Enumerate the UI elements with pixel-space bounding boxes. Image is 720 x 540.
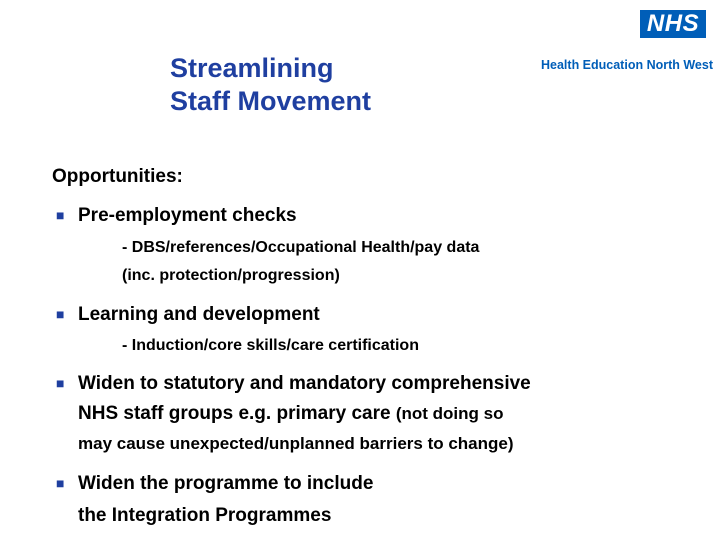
opportunities-heading: Opportunities: <box>52 166 183 187</box>
bullet-item-3-line-2b: (not doing so <box>395 404 504 423</box>
bullet-square-icon: ■ <box>56 475 65 491</box>
nhs-logo: NHS <box>640 10 706 38</box>
sub-item-1a: - DBS/references/Occupational Health/pay data <box>122 239 480 256</box>
bullet-square-icon: ■ <box>56 375 65 391</box>
bullet-item-4-line-1: Widen the programme to include <box>78 473 374 494</box>
bullet-item-2: Learning and development <box>78 304 320 325</box>
bullet-item-3-line-2a: NHS staff groups e.g. primary care <box>78 403 396 424</box>
bullet-item-3-line-1: Widen to statutory and mandatory comprehensive <box>78 373 531 394</box>
title-line-2: Staff Movement <box>170 86 372 116</box>
bullet-item-3-line-2 <box>78 399 503 429</box>
title-line-1: Streamlining <box>170 53 334 83</box>
slide-title <box>170 52 371 118</box>
sub-item-2a: - Induction/core skills/care certification <box>122 337 419 354</box>
organisation-name: Health Education North West <box>541 58 714 72</box>
bullet-item-4-line-2: the Integration Programmes <box>78 505 332 526</box>
bullet-item-3-line-3: may cause unexpected/unplanned barriers to change) <box>78 434 514 453</box>
bullet-item-1: Pre-employment checks <box>78 205 297 226</box>
bullet-square-icon: ■ <box>56 207 65 223</box>
sub-item-1b: (inc. protection/progression) <box>122 267 340 284</box>
bullet-square-icon: ■ <box>56 306 65 322</box>
